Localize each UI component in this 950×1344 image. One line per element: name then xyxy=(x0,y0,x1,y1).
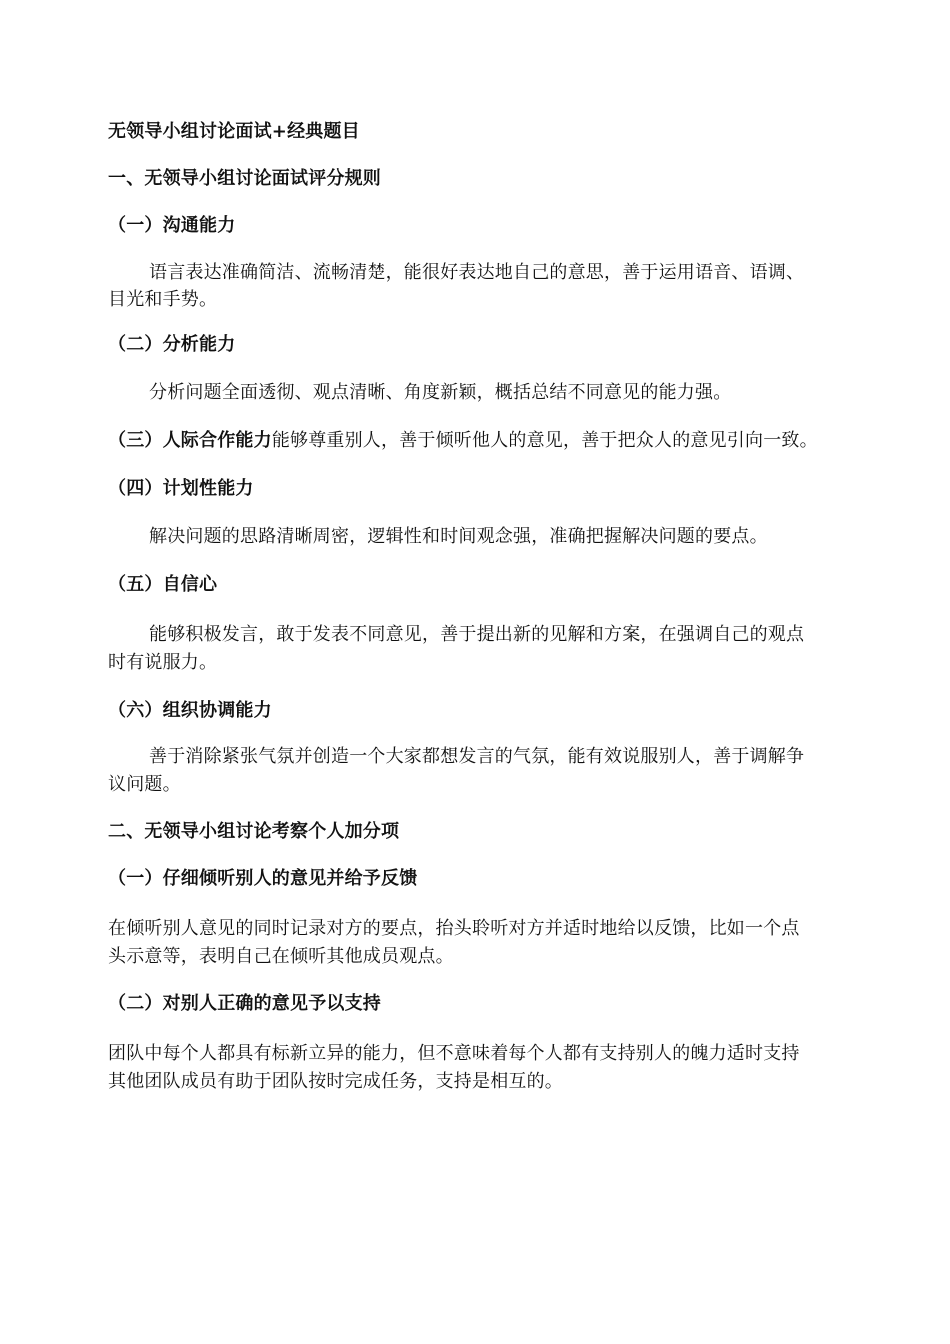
paragraph-line: 解决问题的思路清晰周密，逻辑性和时间观念强，准确把握解决问题的要点。 xyxy=(149,526,768,547)
paragraph-line: 团队中每个人都具有标新立异的能力，但不意味着每个人都有支持别人的魄力适时支持 xyxy=(108,1043,800,1064)
inline-paragraph: 能够尊重别人，善于倾听他人的意见，善于把众人的意见引向一致。 xyxy=(271,430,818,451)
paragraph-line: 善于消除紧张气氛并创造一个大家都想发言的气氛，能有效说服别人，善于调解争 xyxy=(149,746,805,767)
subsection-line xyxy=(108,428,818,454)
paragraph-line: 目光和手势。 xyxy=(108,289,218,310)
subsection-heading: （四）计划性能力 xyxy=(108,478,254,499)
section-heading: 一、无领导小组讨论面试评分规则 xyxy=(108,168,381,189)
subsection-heading: （二）对别人正确的意见予以支持 xyxy=(108,993,381,1014)
subsection-heading: （一）仔细倾听别人的意见并给予反馈 xyxy=(108,868,418,889)
paragraph-line: 能够积极发言，敢于发表不同意见，善于提出新的见解和方案，在强调自己的观点 xyxy=(149,624,805,645)
section-heading: 二、无领导小组讨论考察个人加分项 xyxy=(108,821,400,842)
subsection-heading: （二）分析能力 xyxy=(108,334,236,355)
paragraph-line: 分析问题全面透彻、观点清晰、角度新颖，概括总结不同意见的能力强。 xyxy=(149,382,732,403)
subsection-heading: （五）自信心 xyxy=(108,574,218,595)
paragraph-line: 其他团队成员有助于团队按时完成任务，支持是相互的。 xyxy=(108,1071,563,1092)
paragraph-line: 语言表达准确简洁、流畅清楚，能很好表达地自己的意思，善于运用语音、语调、 xyxy=(149,262,805,283)
paragraph-line: 头示意等，表明自己在倾听其他成员观点。 xyxy=(108,946,454,967)
subsection-heading: （一）沟通能力 xyxy=(108,215,236,236)
subsection-heading: （三）人际合作能力 xyxy=(108,430,272,451)
document-title: 无领导小组讨论面试+经典题目 xyxy=(108,121,360,142)
paragraph-line: 议问题。 xyxy=(108,774,181,795)
paragraph-line: 时有说服力。 xyxy=(108,652,218,673)
paragraph-line: 在倾听别人意见的同时记录对方的要点，抬头聆听对方并适时地给以反馈，比如一个点 xyxy=(108,918,800,939)
subsection-heading: （六）组织协调能力 xyxy=(108,700,272,721)
